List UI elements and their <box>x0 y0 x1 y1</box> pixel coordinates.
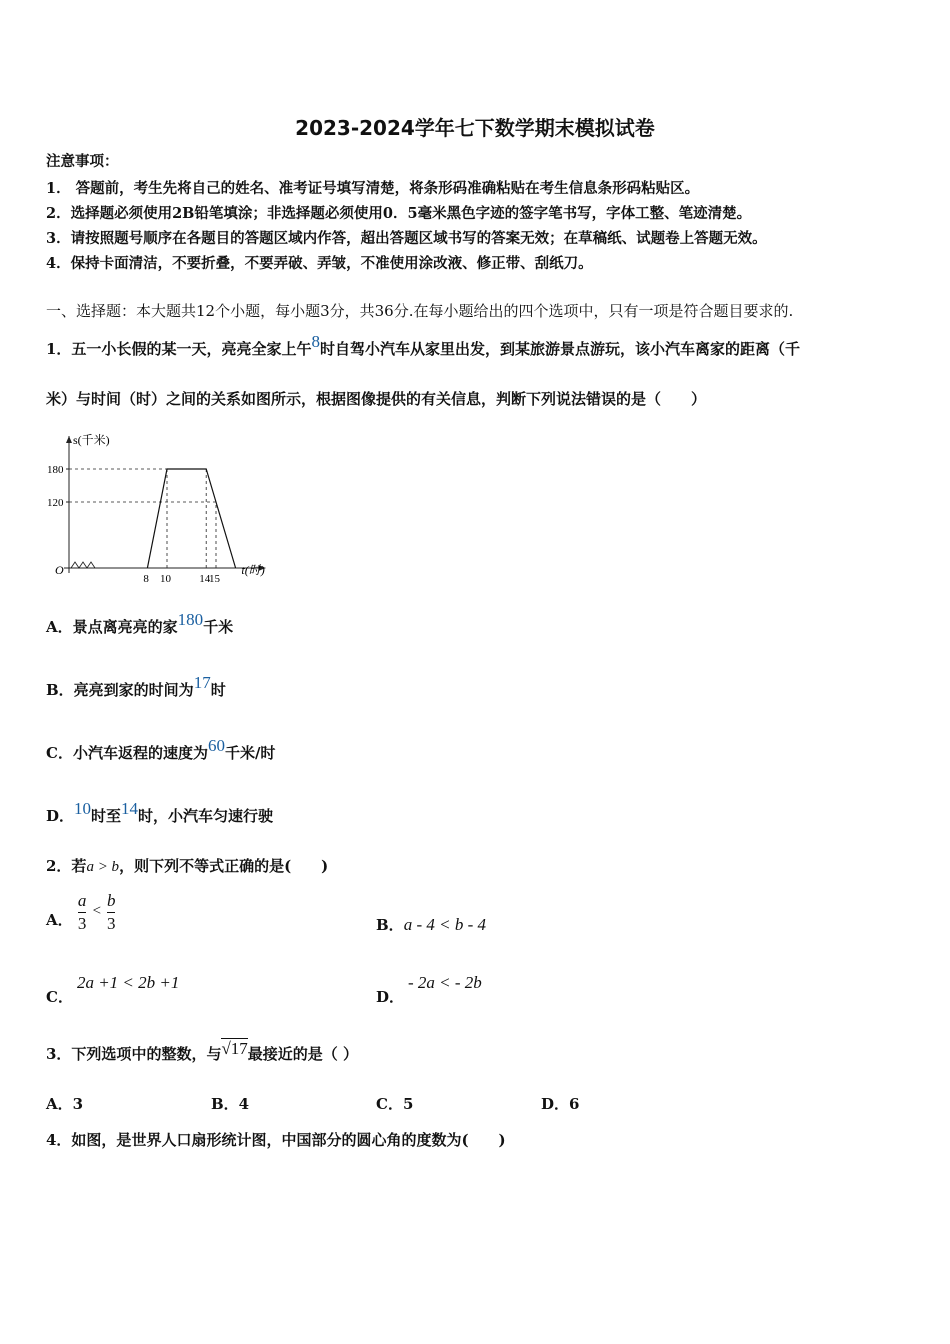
option-c-text: C．小汽车返程的速度为 <box>46 744 208 762</box>
fraction-numerator: a <box>77 891 87 910</box>
y-tick-label: 180 <box>47 464 64 476</box>
option-d-text: 时，小汽车匀速行驶 <box>138 807 274 825</box>
option-b-math: a - 4 < b - 4 <box>403 915 486 934</box>
option-d-mid: 时至 <box>91 807 122 825</box>
note-item: 1． 答题前，考生先将自己的姓名、准考证号填写清楚，将条形码准确粘贴在考生信息条形码粘贴区。 <box>46 180 700 197</box>
fraction-denominator: 3 <box>106 914 116 933</box>
less-than-sign: < <box>91 902 102 919</box>
q3-stem <box>46 1039 359 1064</box>
distance-series-line <box>147 469 235 568</box>
option-a-unit: 千米 <box>203 618 234 636</box>
q3-option-b[interactable]: B．4 <box>211 1095 250 1113</box>
option-c-math: 2a +1 < 2b +1 <box>76 973 180 992</box>
option-label: C． <box>46 988 73 1006</box>
option-label: A． <box>46 910 73 929</box>
y-axis-arrow <box>66 436 72 443</box>
y-axis-label: s(千米) <box>73 433 110 447</box>
q1-text-a: 1．五一小长假的某一天，亮亮全家上午 <box>46 340 312 358</box>
q2-option-b[interactable] <box>376 914 486 935</box>
q2-option-a[interactable] <box>46 890 115 935</box>
q1-text-b: 时自驾小汽车从家里出发，到某旅游景点游玩，该小汽车离家的距离（千 <box>319 340 800 358</box>
q2-option-c[interactable] <box>46 972 180 1006</box>
distance-time-chart <box>44 428 294 588</box>
x-tick-label: 8 <box>143 573 149 585</box>
q1-option-d[interactable] <box>46 799 274 826</box>
q1-stem-line2: 米）与时间（时）之间的关系如图所示，根据图像提供的有关信息，判断下列说法错误的是（ ） <box>46 390 707 408</box>
q4-stem: 4．如图，是世界人口扇形统计图，中国部分的圆心角的度数为( ) <box>46 1131 506 1149</box>
x-tick-label: 10 <box>160 573 171 585</box>
option-d-value2: 14 <box>121 799 139 818</box>
fraction-b-3 <box>107 890 116 935</box>
q2-stem <box>46 855 328 876</box>
note-item: 4．保持卡面清洁，不要折叠，不要弄破、弄皱，不准使用涂改液、修正带、刮纸刀。 <box>46 255 593 272</box>
option-c-unit: 千米/时 <box>224 744 276 762</box>
q3-stem-pre: 3．下列选项中的整数，与 <box>46 1045 222 1063</box>
option-label: B． <box>376 916 404 934</box>
note-item: 3．请按照题号顺序在各题目的答题区域内作答，超出答题区域书写的答案无效；在草稿纸、试题卷上答题无效。 <box>46 230 767 247</box>
x-tick-label: 15 <box>209 573 220 585</box>
origin-label: O <box>55 563 64 577</box>
x-axis-label: t(时) <box>241 563 265 577</box>
option-c-value: 60 <box>207 736 225 755</box>
option-b-text: B．亮亮到家的时间为 <box>46 681 194 699</box>
q3-stem-post: 最接近的是（ ） <box>247 1045 359 1063</box>
q2-condition: a > b <box>86 859 120 875</box>
page-title: 2023-2024学年七下数学期末模拟试卷 <box>295 116 655 140</box>
option-a-text: A．景点离亮亮的家 <box>46 618 178 636</box>
q1-option-c[interactable] <box>46 736 276 763</box>
q2-stem-pre: 2．若 <box>46 857 87 875</box>
option-b-unit: 时 <box>210 681 226 699</box>
note-item: 2．选择题必须使用2B铅笔填涂；非选择题必须使用0．5毫米黑色字迹的签字笔书写，字体工整、笔迹清楚。 <box>46 205 752 222</box>
fraction-numerator: b <box>106 891 116 910</box>
axis-break-zigzag <box>71 562 95 568</box>
sqrt-17: √17 <box>221 1039 248 1058</box>
option-a-value: 180 <box>177 610 204 629</box>
option-d-value1: 10 <box>74 799 92 818</box>
fraction-denominator: 3 <box>77 914 87 933</box>
q1-stem-line1 <box>46 332 800 359</box>
y-tick-label: 120 <box>47 497 64 509</box>
notes-heading: 注意事项： <box>46 153 119 170</box>
q1-option-a[interactable] <box>46 610 234 637</box>
option-d-math: - 2a < - 2b <box>408 973 482 992</box>
q1-option-b[interactable] <box>46 673 226 700</box>
q3-option-d[interactable]: D．6 <box>541 1095 580 1113</box>
option-d-label: D． <box>46 807 75 825</box>
q3-option-c[interactable]: C．5 <box>376 1095 414 1113</box>
q2-option-d[interactable] <box>376 972 482 1006</box>
option-b-value: 17 <box>193 673 211 692</box>
q3-option-a[interactable]: A．3 <box>46 1095 84 1113</box>
section-heading: 一、选择题：本大题共12个小题，每小题3分，共36分.在每小题给出的四个选项中，只有一项是符合题目要求的. <box>46 302 794 320</box>
q1-start-hour: 8 <box>311 332 320 351</box>
option-label: D． <box>376 988 405 1006</box>
fraction-a-3 <box>78 890 87 935</box>
x-tick-label: 14 <box>199 573 211 585</box>
q2-stem-post: ，则下列不等式正确的是( ) <box>119 857 329 875</box>
